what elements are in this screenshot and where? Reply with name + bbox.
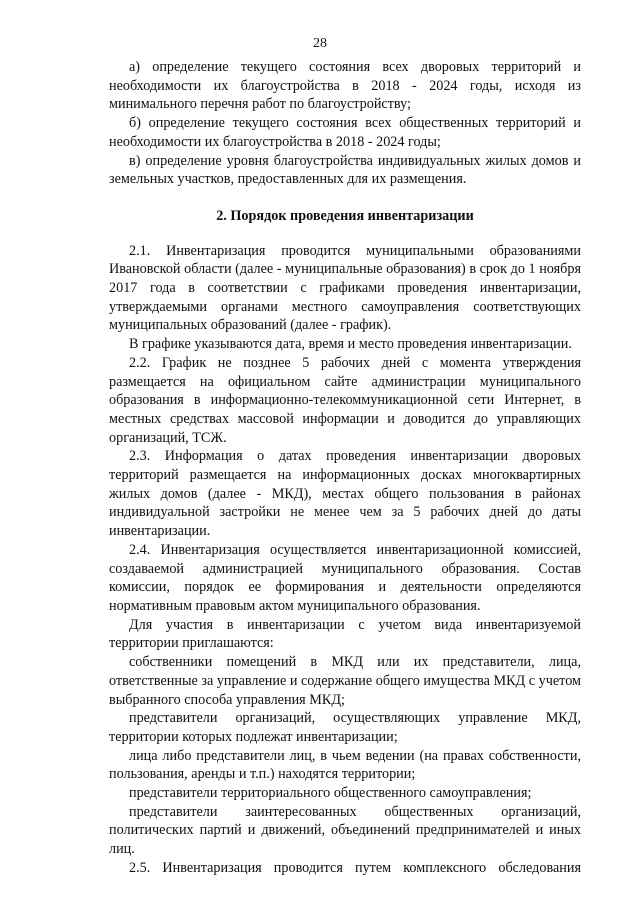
intro-item-b: б) определение текущего состояния всех общественных территорий и необходимости их благоустройства в 2018 - 2024 годы; xyxy=(109,115,581,150)
list-item-persons: лица либо представители лиц, в чьем ведении (на правах собственности, пользования, аренды и т.п.) находятся территории; xyxy=(109,747,581,783)
intro-item-a: а) определение текущего состояния всех дворовых территорий и необходимости их благоустройства в 2018 - 2024 годы, исходя из минимального перечня работ по благоустройству; xyxy=(109,59,581,113)
list-item-self-government: представители территориального общественного самоуправления; xyxy=(129,785,532,802)
paragraph-2-1: 2.1. Инвентаризация проводится муниципальными образованиями Ивановской области (далее - муниципальные образования) в срок до 1 ноября 2017 года в соответствии с графиками проведения инвентаризации, утверждаемыми органами местного самоуправления соответствующих муниципальных образований (далее - график). xyxy=(109,242,581,334)
paragraph-2-3: 2.3. Информация о датах проведения инвентаризации дворовых территорий размещается на информационных досках многоквартирных жилых домов (далее - МКД), местах общего пользования в районах индивидуальной застройки не менее чем за 5 рабочих дней до даты инвентаризации. xyxy=(109,448,581,540)
intro-item-c: в) определение уровня благоустройства индивидуальных жилых домов и земельных участков, предоставленных для их размещения. xyxy=(109,152,581,188)
list-item-organizations: представители организаций, осуществляющих управление МКД, территории которых подлежат инвентаризации; xyxy=(109,710,581,745)
paragraph-schedule-details: В графике указываются дата, время и место проведения инвентаризации. xyxy=(129,336,572,353)
list-item-public-organizations: представители заинтересованных общественных организаций, политических партий и движений, объединений предпринимателей и иных лиц. xyxy=(109,803,581,858)
document-body xyxy=(109,58,581,878)
paragraph-2-5: 2.5. Инвентаризация проводится путем комплексного обследования xyxy=(129,859,581,876)
section-title: 2. Порядок проведения инвентаризации xyxy=(216,207,474,224)
paragraph-2-4: 2.4. Инвентаризация осуществляется инвентаризационной комиссией, создаваемой администрацией муниципального образования. Состав комиссии, порядок ее формирования и деятельности определяются нормативным правовым актом муниципального образования. xyxy=(109,541,581,614)
paragraph-2-2: 2.2. График не позднее 5 рабочих дней с момента утверждения размещается на официальном сайте администрации муниципального образования в информационно-телекоммуникационной сети Интернет, в местных средствах массовой информации и доводится до управляющих организаций, ТСЖ. xyxy=(109,354,581,446)
page-number: 28 xyxy=(313,36,327,51)
paragraph-invited: Для участия в инвентаризации с учетом вида инвентаризуемой территории приглашаются: xyxy=(109,616,581,652)
list-item-owners: собственники помещений в МКД или их представители, лица, ответственные за управление и содержание общего имущества МКД с учетом выбранного способа управления МКД; xyxy=(109,654,581,708)
